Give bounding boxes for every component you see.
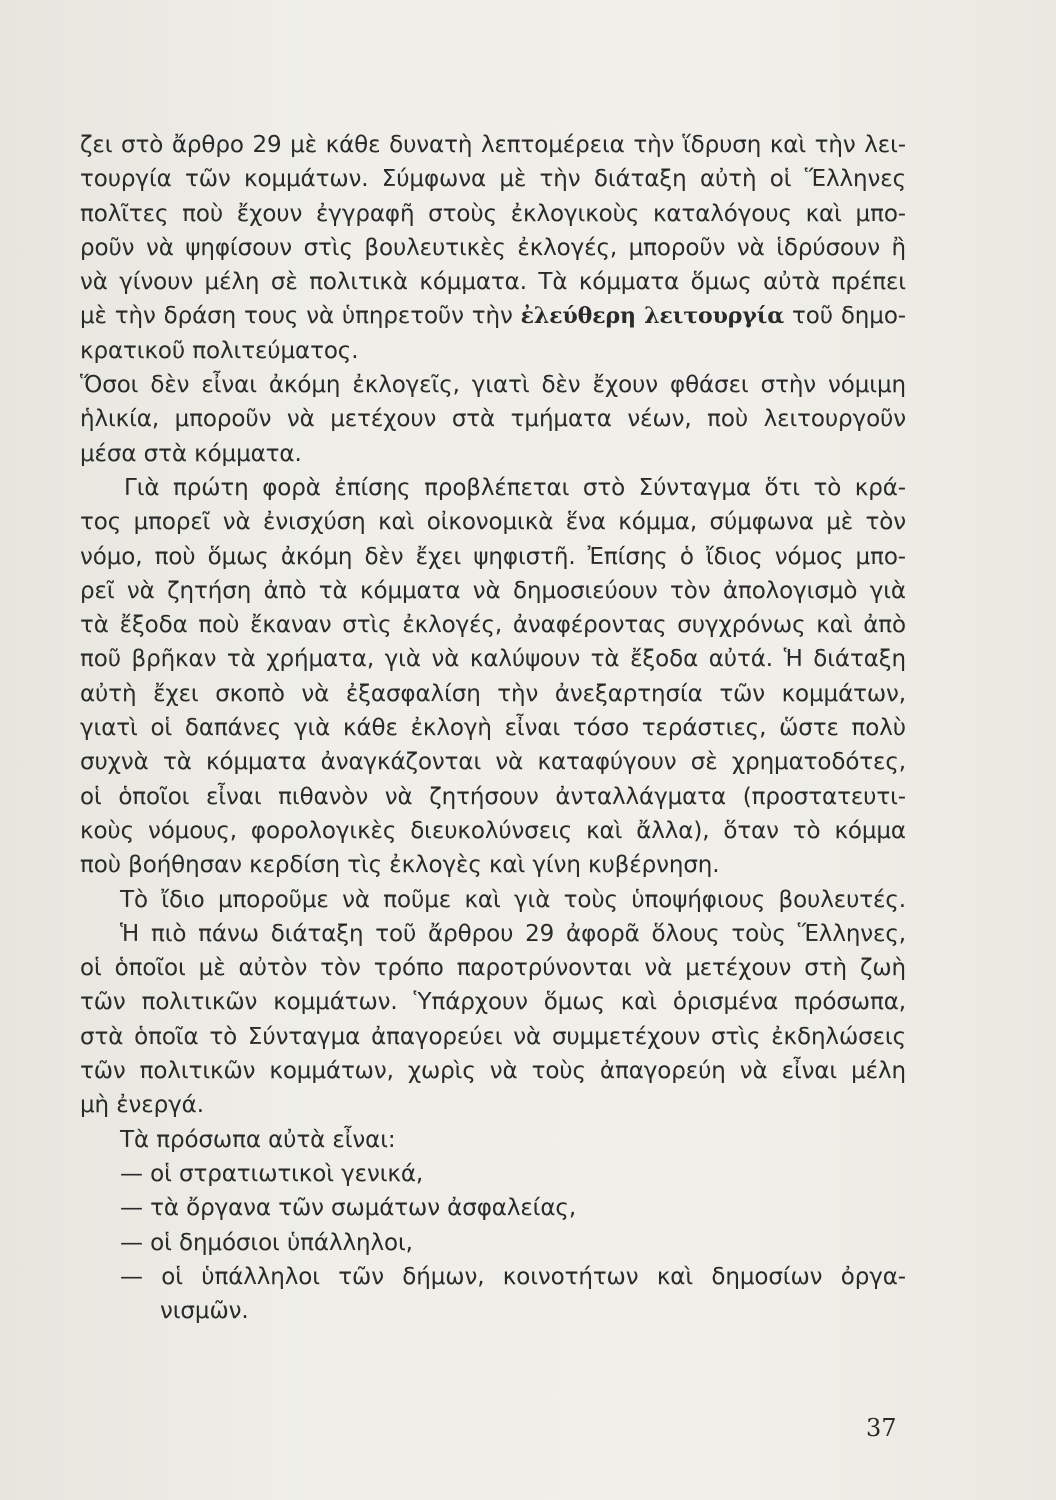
text-line: συχνὰ τὰ κόμματα ἀναγκάζονται νὰ καταφύγουν σὲ χρηματοδότες, [80,749,906,776]
text-line: γιατὶ οἱ δαπάνες γιὰ κάθε ἐκλογὴ εἶναι τόσο τεράστιες, ὥστε πολὺ [80,715,906,742]
text-line: κρατικοῦ πολιτεύματος. [80,337,359,364]
text-line: τουργία τῶν κομμάτων. Σύμφωνα μὲ τὴν διάταξη αὐτὴ οἱ Ἕλληνες [80,166,906,193]
text-line: πολῖτες ποὺ ἔχουν ἐγγραφῆ στοὺς ἐκλογικοὺς καταλόγους καὶ μπο- [80,200,906,227]
text-line: τῶν πολιτικῶν κομμάτων, χωρὶς νὰ τοὺς ἀπαγορεύη νὰ εἶναι μέλη [80,1058,906,1085]
page-number: 37 [866,1414,897,1442]
text-line: ἡλικία, μποροῦν νὰ μετέχουν στὰ τμήματα νέων, ποὺ λειτουργοῦν [80,406,906,433]
emphasized-phrase: ἐλεύθερη λειτουργία [520,303,785,330]
body-text [80,128,906,1328]
text-line: νὰ γίνουν μέλη σὲ πολιτικὰ κόμματα. Τὰ κόμματα ὅμως αὐτὰ πρέπει [80,269,906,296]
text-line: στὰ ὁποῖα τὸ Σύνταγμα ἀπαγορεύει νὰ συμμετέχουν στὶς ἐκδηλώσεις [80,1023,906,1050]
text-line: ποῦ βρῆκαν τὰ χρήματα, γιὰ νὰ καλύψουν τὰ ἔξοδα αὐτά. Ἡ διάταξη [80,646,906,673]
list-item: — τὰ ὄργανα τῶν σωμάτων ἀσφαλείας, [120,1195,577,1222]
text-line: ποὺ βοήθησαν κερδίση τὶς ἐκλογὲς καὶ γίνη κυβέρνηση. [80,852,720,879]
text-line: οἱ ὁποῖοι μὲ αὐτὸν τὸν τρόπο παροτρύνονται νὰ μετέχουν στὴ ζωὴ [80,955,906,982]
text-line: τὰ ἔξοδα ποὺ ἔκαναν στὶς ἐκλογές, ἀναφέροντας συγχρόνως καὶ ἀπὸ [80,612,906,639]
text-line: ρεῖ νὰ ζητήση ἀπὸ τὰ κόμματα νὰ δημοσιεύουν τὸν ἀπολογισμὸ γιὰ [80,577,906,604]
text-line: αὐτὴ ἔχει σκοπὸ νὰ ἐξασφαλίση τὴν ἀνεξαρτησία τῶν κομμάτων, [80,680,906,707]
text-line: Τὰ πρόσωπα αὐτὰ εἶναι: [120,1126,396,1153]
text-line: νόμο, ποὺ ὅμως ἀκόμη δὲν ἔχει ψηφιστῆ. Ἐπίσης ὁ ἴδιος νόμος μπο- [80,543,906,570]
text-line: τος μπορεῖ νὰ ἐνισχύση καὶ οἰκονομικὰ ἕνα κόμμα, σύμφωνα μὲ τὸν [80,509,906,536]
text-line: Γιὰ πρώτη φορὰ ἐπίσης προβλέπεται στὸ Σύνταγμα ὅτι τὸ κρά- [124,474,906,501]
text-line: ροῦν νὰ ψηφίσουν στὶς βουλευτικὲς ἐκλογές, μποροῦν νὰ ἱδρύσουν ἢ [80,234,906,261]
text-line: ζει στὸ ἄρθρο 29 μὲ κάθε δυνατὴ λεπτομέρεια τὴν ἵδρυση καὶ τὴν λει- [80,132,906,158]
list-item-continuation: νισμῶν. [160,1298,249,1325]
text-run: τοῦ δημο- [784,303,906,330]
text-line: μέσα στὰ κόμματα. [80,440,302,467]
text-line: Ἡ πιὸ πάνω διάταξη τοῦ ἄρθρου 29 ἀφορᾶ ὅλους τοὺς Ἕλληνες, [120,920,906,947]
text-line: τῶν πολιτικῶν κομμάτων. Ὑπάρχουν ὅμως καὶ ὁρισμένα πρόσωπα, [80,989,906,1016]
list-item: — οἱ ὑπάλληλοι τῶν δήμων, κοινοτήτων καὶ δημοσίων ὀργα- [120,1263,906,1290]
text-line: Ὅσοι δὲν εἶναι ἀκόμη ἐκλογεῖς, γιατὶ δὲν ἔχουν φθάσει στὴν νόμιμη [80,372,906,399]
text-run: μὲ τὴν δράση τους νὰ ὑπηρετοῦν τὴν [80,303,521,330]
text-line: οἱ ὁποῖοι εἶναι πιθανὸν νὰ ζητήσουν ἀνταλλάγματα (προστατευτι- [80,783,906,810]
text-line: Τὸ ἴδιο μποροῦμε νὰ ποῦμε καὶ γιὰ τοὺς ὑποψήφιους βουλευτές. [120,886,906,913]
text-line: κοὺς νόμους, φορολογικὲς διευκολύνσεις καὶ ἄλλα), ὅταν τὸ κόμμα [80,817,906,844]
text-line: μὴ ἐνεργά. [80,1092,204,1119]
list-item: — οἱ δημόσιοι ὑπάλληλοι, [120,1229,413,1256]
list-item: — οἱ στρατιωτικοὶ γενικά, [120,1160,424,1187]
text-line [80,299,906,333]
